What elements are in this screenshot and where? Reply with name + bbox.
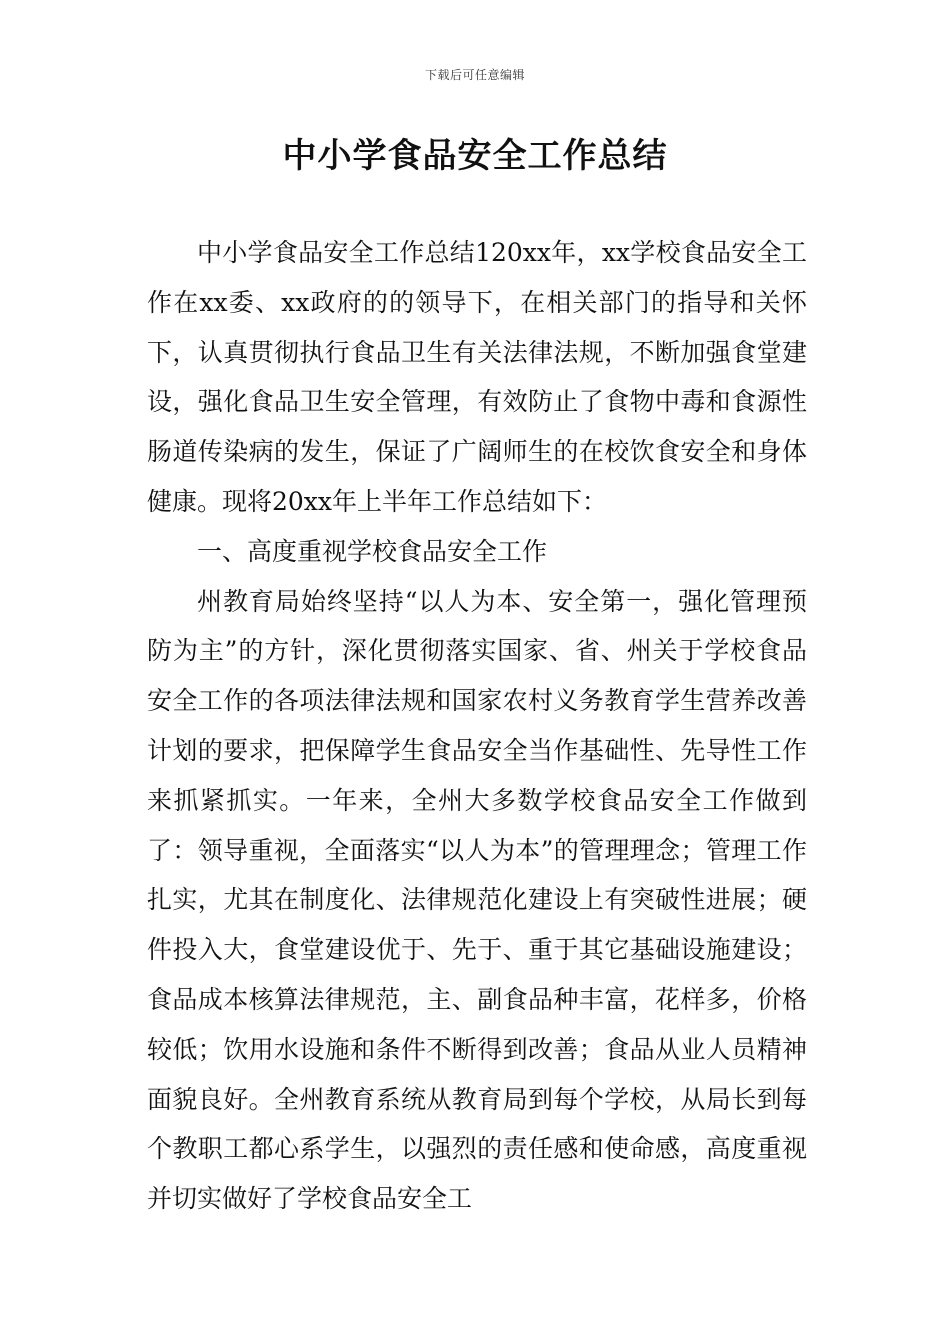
document-title: 中小学食品安全工作总结 bbox=[282, 136, 668, 176]
paragraph-intro: 中小学食品安全工作总结120xx年，xx学校食品安全工作在xx委、xx政府的的领导下，在相关部门的指导和关怀下，认真贯彻执行食品卫生有关法律法规，不断加强食堂建设，强化食品卫生安全管理，有效防止了食物中毒和食源性肠道传染病的发生，保证了广阔师生的在校饮食安全和身体健康。现将20xx年上半年工作总结如下： bbox=[147, 238, 807, 516]
paragraph-section-1: 州教育局始终坚持“以人为本、安全第一，强化管理预防为主”的方针，深化贯彻落实国家、省、州关于学校食品安全工作的各项法律法规和国家农村义务教育学生营养改善计划的要求，把保障学生食品安全当作基础性、先导性工作来抓紧抓实。一年来，全州大多数学校食品安全工作做到了：领导重视，全面落实“以人为本”的管理理念；管理工作扎实，尤其在制度化、法律规范化建设上有突破性进展；硬件投入大，食堂建设优于、先于、重于其它基础设施建设；食品成本核算法律规范，主、副食品种丰富，花样多，价格较低；饮用水设施和条件不断得到改善；食品从业人员精神面貌良好。全州教育系统从教育局到每个学校，从局长到每个教职工都心系学生，以强烈的责任感和使命感，高度重视并切实做好了学校食品安全工 bbox=[147, 586, 807, 1214]
document-body bbox=[147, 228, 807, 1224]
section-heading-1: 一、高度重视学校食品安全工作 bbox=[197, 536, 548, 566]
header-note: 下载后可任意编辑 bbox=[424, 68, 525, 82]
